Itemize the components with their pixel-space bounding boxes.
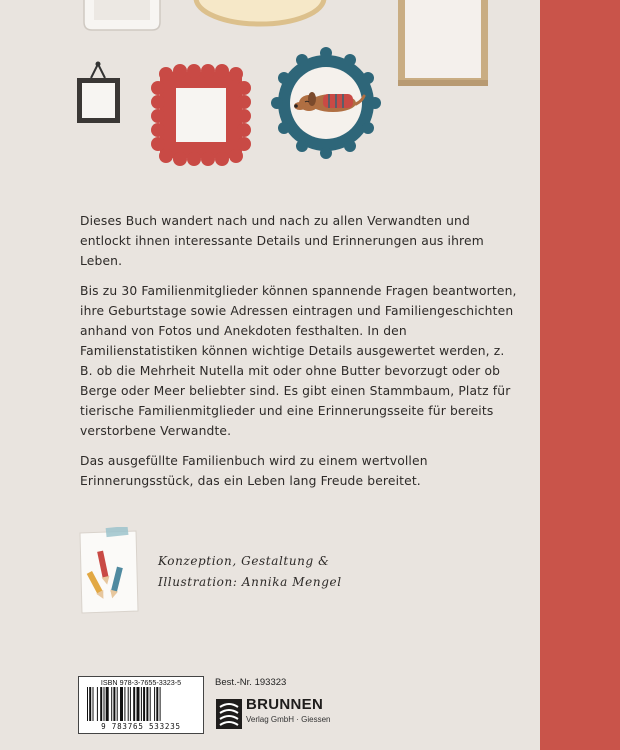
author-credit <box>158 551 458 593</box>
pencils-note-illustration <box>78 527 140 615</box>
barcode-digits: 9 783765 533235 <box>101 722 181 731</box>
tall-frame-illustration <box>398 0 488 86</box>
barcode-bar <box>100 687 102 721</box>
red-scalloped-frame-illustration <box>151 64 251 166</box>
barcode-bar <box>143 687 145 721</box>
isbn-text: ISBN 978-3-7655-3323-5 <box>100 678 182 687</box>
publisher-name: BRUNNEN <box>246 696 324 713</box>
blurb-paragraph-1: Dieses Buch wandert nach und nach zu allen Verwandten und entlockt ihnen interessante Details und Erinnerungen aus ihrem Leben. <box>80 214 484 268</box>
barcode-bar <box>156 687 158 721</box>
barcode-bar <box>93 687 94 721</box>
publisher-subtitle: Verlag GmbH · Giessen <box>246 715 331 724</box>
barcode-graphic <box>87 687 195 721</box>
barcode-bar <box>120 687 123 721</box>
barcode-bar <box>160 687 161 721</box>
white-frame-illustration <box>84 0 160 30</box>
barcode-bar <box>128 687 129 721</box>
barcode-label <box>78 676 204 734</box>
barcode-bar <box>133 687 135 721</box>
barcode-bar <box>146 687 148 721</box>
oval-frame-illustration <box>196 0 324 24</box>
small-black-frame-illustration <box>77 62 120 124</box>
barcode-bar <box>124 687 125 721</box>
blurb-paragraph-3: Das ausgefüllte Familienbuch wird zu einem wertvollen Erinnerungsstück, das ein Leben lang Freude bereitet. <box>80 454 428 488</box>
barcode-bar <box>154 687 155 721</box>
barcode-bar <box>137 687 140 721</box>
red-spine-band <box>540 0 620 750</box>
barcode-bar <box>97 687 98 721</box>
barcode-bar <box>111 687 112 721</box>
publisher-emblem-icon <box>216 699 242 729</box>
barcode-bar <box>89 687 91 721</box>
credit-line-2: Illustration: Annika Mengel <box>158 575 342 589</box>
picture-frames-illustration <box>0 0 540 190</box>
barcode-bar <box>150 687 151 721</box>
barcode-bar <box>87 687 88 721</box>
round-dog-frame-illustration <box>271 47 381 159</box>
barcode-bar <box>141 687 142 721</box>
publisher-logo <box>216 696 356 732</box>
blurb-paragraph-2: Bis zu 30 Familienmitglieder können spannende Fragen beantworten, ihre Geburtstage sowie Adressen eintragen und Familiengeschichten anhand von Fotos und Anekdoten festhalten. In den Familienstatistiken können wichtige Details ausgewertet werden, z. B. ob die Mehrheit Nutella mit oder ohne Butter bevorzugt oder ob Berge oder Meer beliebter sind. Es gibt einen Stammbaum, Platz für tierische Familienmitglieder und eine Erinnerungsseite für bereits verstorbene Verwandte. <box>80 284 517 438</box>
barcode-bar <box>104 687 105 721</box>
credit-line-1: Konzeption, Gestaltung & <box>158 554 330 568</box>
barcode-bar <box>117 687 118 721</box>
barcode-bar <box>106 687 109 721</box>
blurb-text <box>80 211 520 501</box>
order-number: Best.-Nr. 193323 <box>215 677 287 688</box>
barcode-bar <box>113 687 115 721</box>
barcode-bar <box>130 687 131 721</box>
